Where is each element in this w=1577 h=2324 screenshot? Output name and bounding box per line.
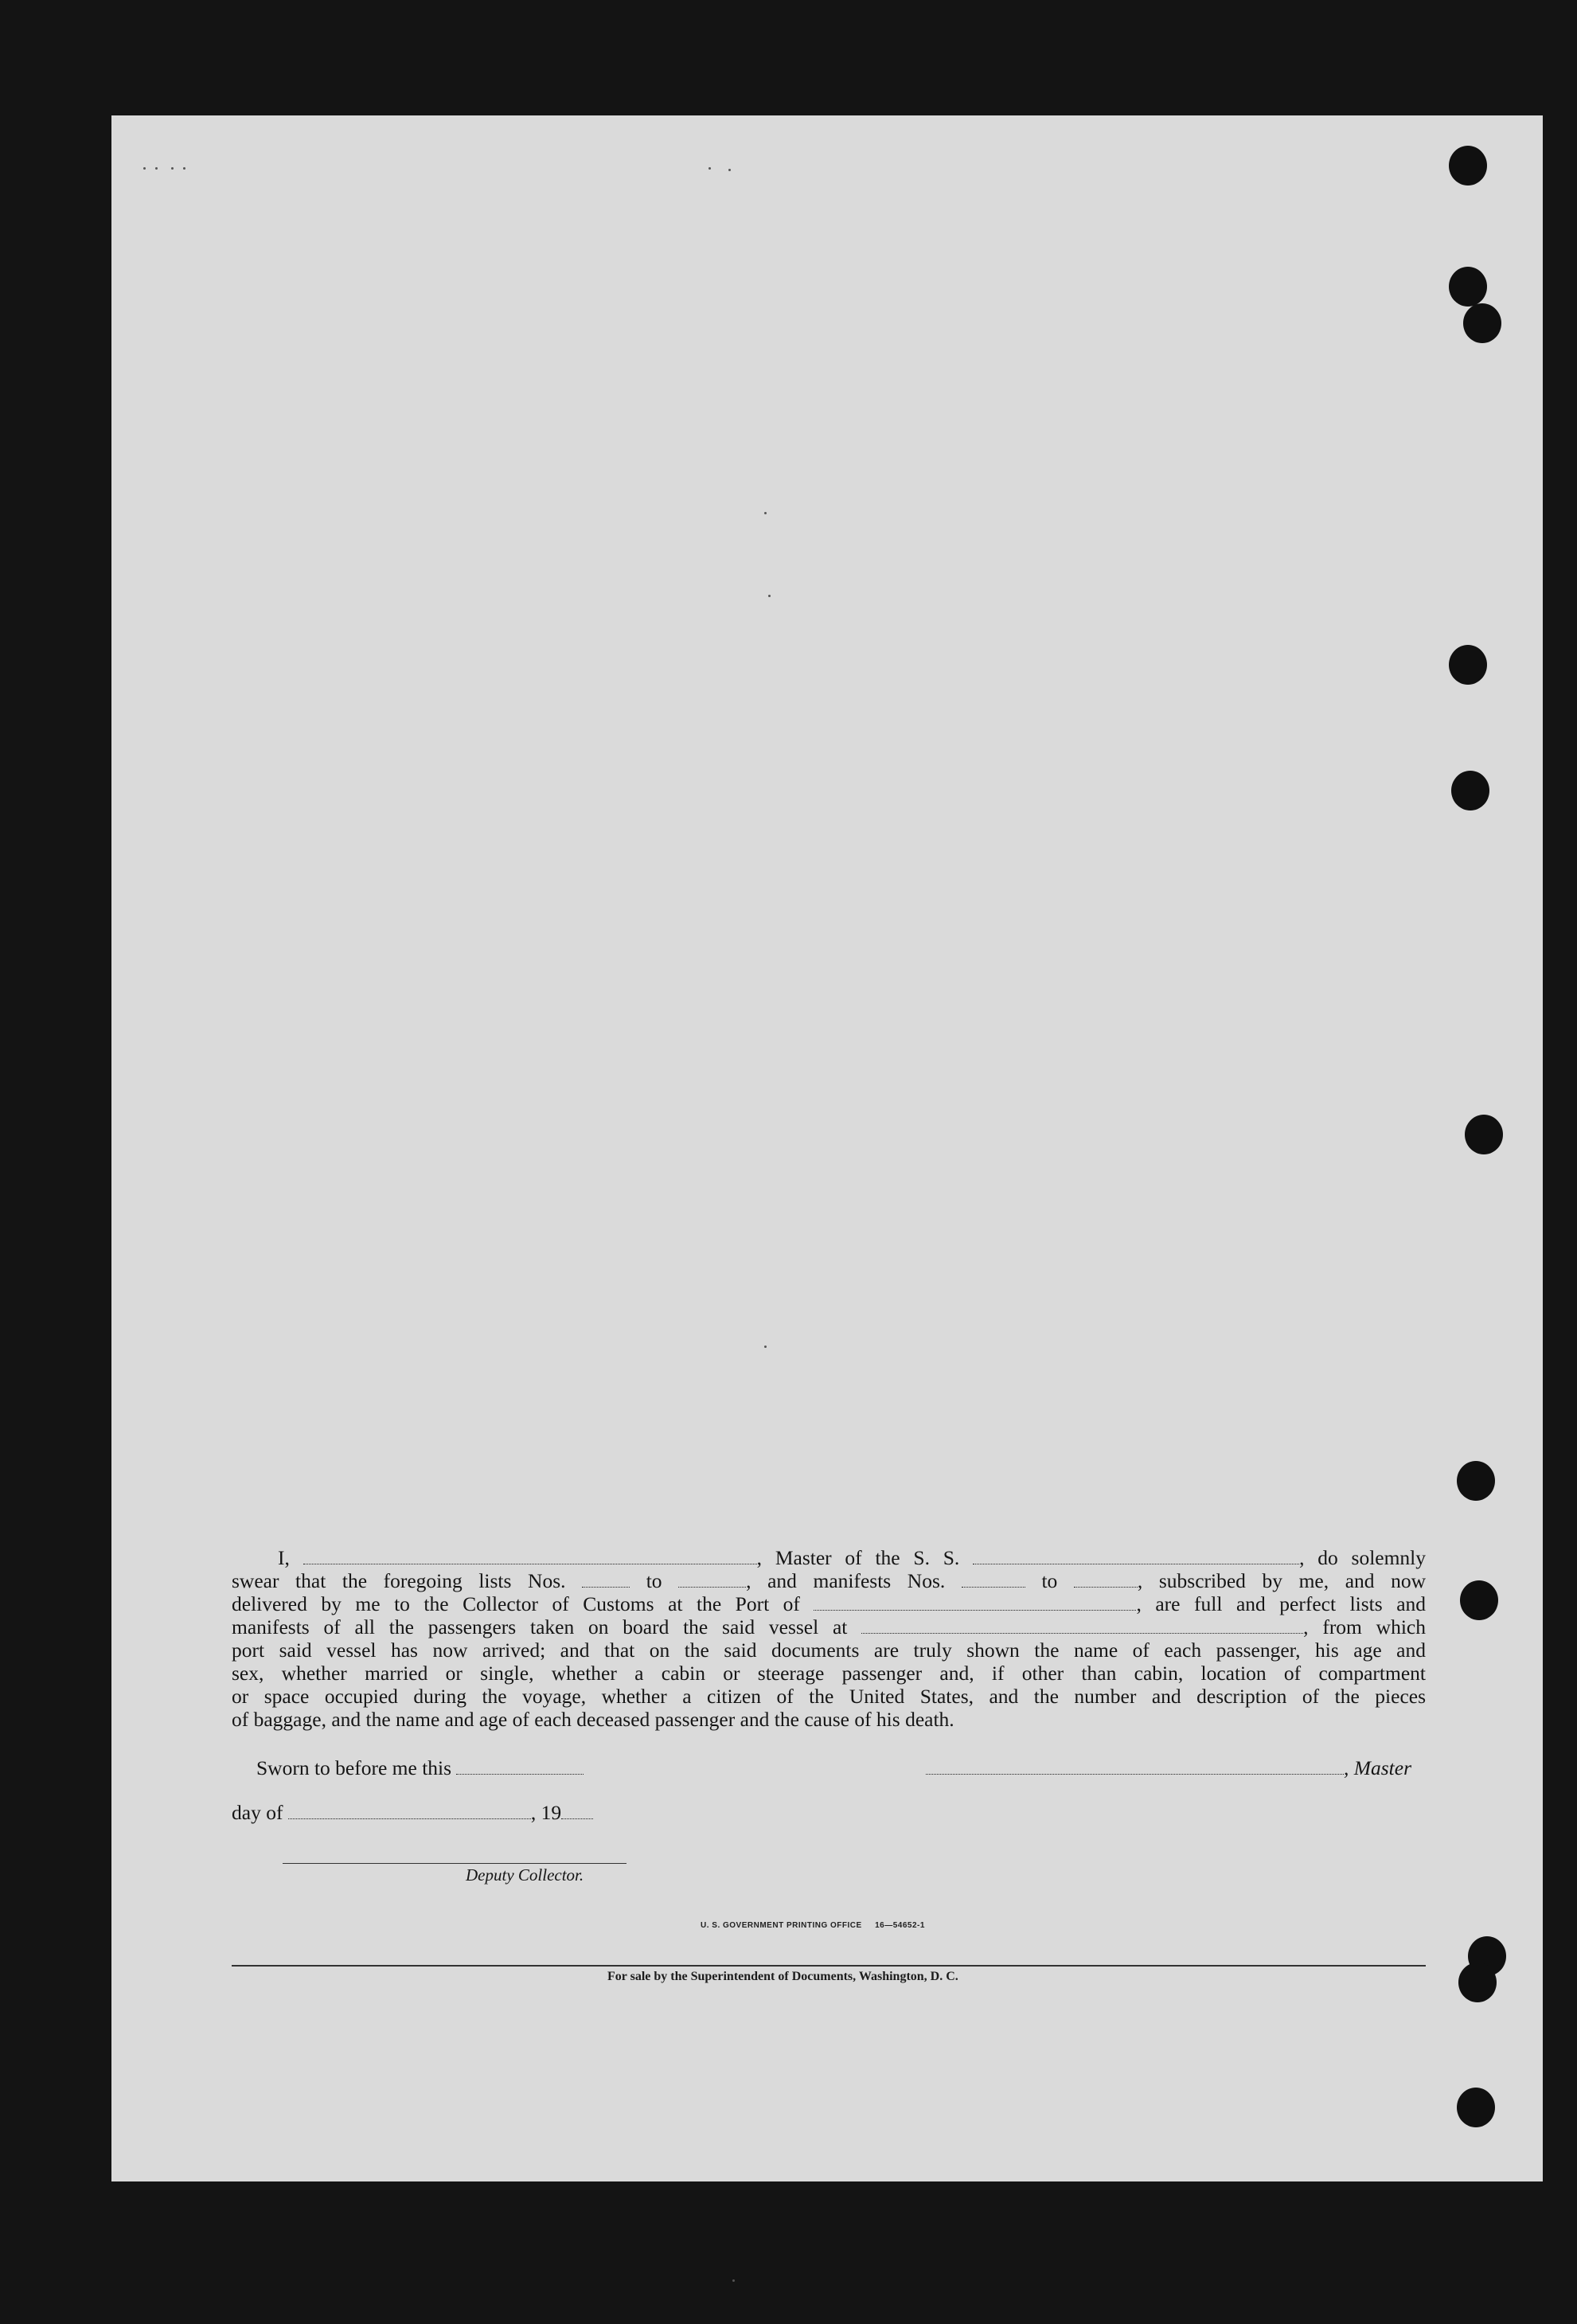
punch-hole [1451,771,1489,810]
list-from-blank [582,1586,630,1588]
punch-hole [1465,1115,1503,1154]
oath-text: or space occupied during the voyage, whether a citizen of the United States, and the number and description of the pieces [232,1685,1426,1708]
manifest-to-blank [1074,1586,1138,1588]
printing-office-text: U. S. GOVERNMENT PRINTING OFFICE [701,1921,862,1930]
punch-hole [1449,645,1487,685]
punch-hole [1457,1461,1495,1501]
sale-notice: For sale by the Superintendent of Documents, Washington, D. C. [607,1970,958,1983]
manifest-from-blank [962,1586,1025,1588]
day-of-label: day of [232,1801,283,1824]
punch-hole [1460,1580,1498,1620]
punch-hole [1457,2088,1495,2127]
year-label: , 19 [530,1801,562,1824]
punch-hole [1458,1963,1497,2002]
list-to-blank [678,1586,746,1588]
oath-text: , Master of the S. S. [756,1546,960,1569]
printing-office-label [701,1921,925,1930]
port-blank [814,1609,1136,1611]
form-code: 16—54652-1 [875,1921,925,1930]
deputy-collector-label: Deputy Collector. [466,1865,584,1885]
master-name-blank [303,1563,757,1564]
sworn-line [256,1756,584,1780]
document-page [111,115,1543,2181]
oath-text: I, [278,1546,290,1569]
oath-text: sex, whether married or single, whether a cabin or steerage passenger and, if other than cabin, location of compartment [232,1662,1426,1685]
master-label: , Master [1344,1756,1411,1779]
oath-text: , from which [1303,1615,1426,1639]
oath-text: , and manifests Nos. [746,1569,946,1592]
oath-text: , do solemnly [1299,1546,1427,1569]
oath-paragraph [232,1546,1426,1731]
punch-hole [1449,146,1487,186]
ship-name-blank [973,1563,1299,1564]
oath-text: , subscribed by me, and now [1137,1569,1427,1592]
punch-hole [1463,303,1501,343]
oath-text: swear that the foregoing lists Nos. [232,1569,566,1592]
oath-text: to [646,1569,662,1592]
oath-text: of baggage, and the name and age of each deceased passenger and the cause of his death. [232,1708,954,1731]
day-month-blank [288,1818,531,1819]
punch-hole [1449,267,1487,307]
sworn-label: Sworn to before me this [256,1756,452,1779]
year-blank [561,1818,593,1819]
oath-text: , are full and perfect lists and [1136,1592,1427,1615]
oath-text: to [1041,1569,1058,1592]
day-of-line [232,1801,593,1825]
master-signature-blank [926,1773,1344,1775]
deputy-signature-rule [283,1863,627,1864]
oath-text: delivered by me to the Collector of Customs at the Port of [232,1592,800,1615]
departure-port-blank [861,1632,1303,1634]
oath-text: port said vessel has now arrived; and that on the said documents are truly shown the name of each passenger, his age and [232,1639,1426,1662]
master-signature-line [926,1756,1411,1780]
footer-rule [232,1965,1426,1967]
oath-text: manifests of all the passengers taken on board the said vessel at [232,1615,848,1639]
sworn-date-blank [456,1773,584,1775]
